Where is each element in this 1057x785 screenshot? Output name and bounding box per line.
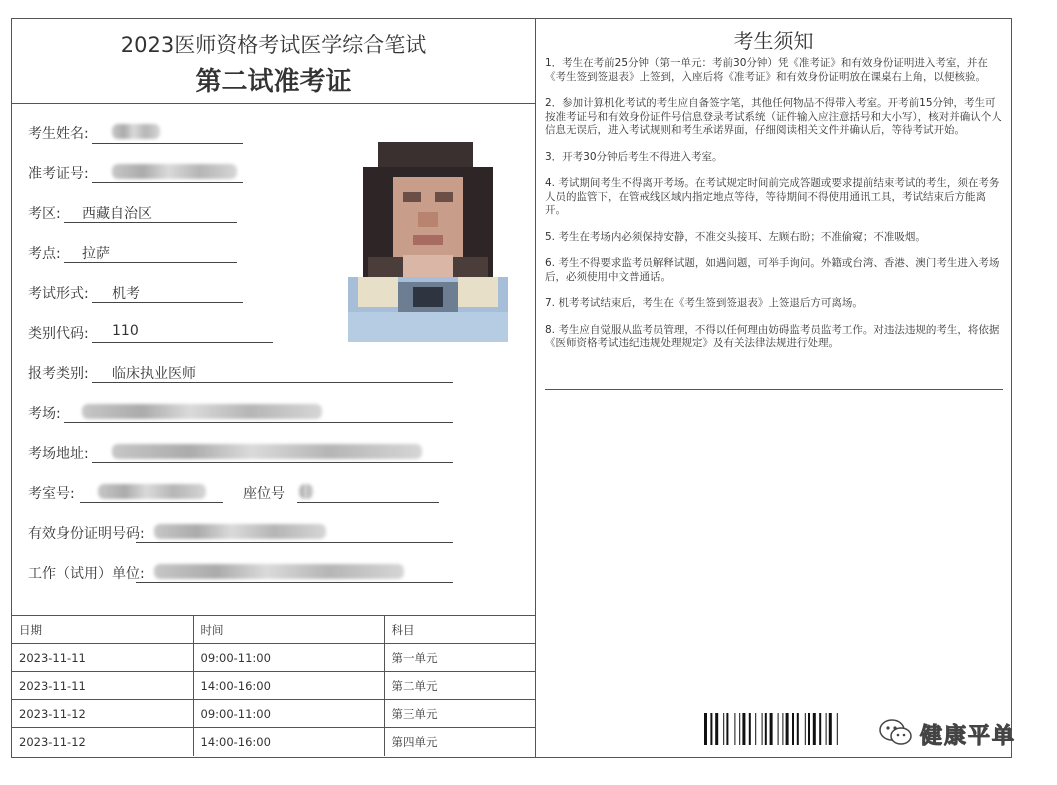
schedule-date: 2023-11-11 xyxy=(12,644,193,672)
schedule-time: 09:00-11:00 xyxy=(193,644,384,672)
notice-item: 6. 考生不得要求监考员解释试题，如遇问题，可举手询问。外籍或台湾、香港、澳门考生进入考场后，必须使用中文普通话。 xyxy=(545,257,1000,283)
barcode-bar xyxy=(808,713,810,745)
table-row xyxy=(12,672,535,700)
barcode-bar xyxy=(792,713,794,745)
format-field xyxy=(28,283,140,303)
schedule-time: 14:00-16:00 xyxy=(193,672,384,700)
region-field xyxy=(28,203,152,223)
table-row xyxy=(12,644,535,672)
candidate-photo xyxy=(348,137,508,342)
venue-address-underline xyxy=(92,462,453,463)
site-value: 拉萨 xyxy=(82,246,110,262)
notice-panel xyxy=(536,19,1011,757)
ticket-header xyxy=(12,19,535,104)
barcode-bar xyxy=(765,713,767,745)
redacted-ticket-number xyxy=(112,164,237,179)
venue-field xyxy=(28,403,61,423)
redacted-room xyxy=(98,484,206,499)
category-code-field xyxy=(28,323,139,343)
schedule-header-date: 日期 xyxy=(12,616,193,644)
schedule-subject: 第三单元 xyxy=(384,700,535,728)
table-row xyxy=(12,700,535,728)
barcode-bar xyxy=(770,713,773,745)
category-code-label: 类别代码: xyxy=(28,326,89,342)
format-underline xyxy=(92,302,243,303)
exam-title: 2023医师资格考试医学综合笔试 xyxy=(120,33,427,57)
redacted-employer xyxy=(154,564,404,579)
barcode-bar xyxy=(704,713,707,745)
site-underline xyxy=(64,262,237,263)
schedule-time: 09:00-11:00 xyxy=(193,700,384,728)
barcode xyxy=(704,713,879,745)
exam-category-value: 临床执业医师 xyxy=(112,366,196,382)
wechat-icon xyxy=(878,718,914,748)
barcode-bar xyxy=(813,713,816,745)
barcode-bar xyxy=(715,713,718,745)
id-number-label: 有效身份证明号码: xyxy=(28,526,145,542)
barcode-bar xyxy=(819,713,821,745)
id-number-field xyxy=(28,523,145,543)
barcode-bar xyxy=(778,713,779,745)
table-row xyxy=(12,728,535,756)
barcode-bar xyxy=(726,713,728,745)
schedule-date: 2023-11-11 xyxy=(12,672,193,700)
redacted-name xyxy=(112,124,160,139)
employer-label: 工作（试用）单位: xyxy=(28,566,145,582)
employer-field xyxy=(28,563,145,583)
barcode-bar xyxy=(797,713,799,745)
barcode-bar xyxy=(786,713,789,745)
seat-field xyxy=(243,483,285,503)
admission-ticket xyxy=(11,18,1012,758)
barcode-bar xyxy=(739,713,740,745)
site-field xyxy=(28,243,110,263)
redacted-id-number xyxy=(154,524,326,539)
schedule-time: 14:00-16:00 xyxy=(193,728,384,756)
redacted-venue-address xyxy=(112,444,422,459)
schedule-header-row xyxy=(12,616,535,644)
region-underline xyxy=(64,222,237,223)
employer-underline xyxy=(136,582,453,583)
room-label: 考室号: xyxy=(28,486,75,502)
barcode-bar xyxy=(749,713,751,745)
venue-label: 考场: xyxy=(28,406,61,422)
schedule-date: 2023-11-12 xyxy=(12,700,193,728)
room-field xyxy=(28,483,75,503)
barcode-bar xyxy=(710,713,712,745)
barcode-bar xyxy=(782,713,783,745)
barcode-bar xyxy=(734,713,735,745)
category-code-underline xyxy=(92,342,273,343)
barcode-bar xyxy=(829,713,832,745)
notice-item: 2．参加计算机化考试的考生应自备签字笔，其他任何物品不得带入考室。开考前15分钟，考生可按准考证号和有效身份证件号信息登录考试系统（证件输入应注意括号和大小写），核对并确认个人信息无误后，进入考试规则和考生承诺界面，仔细阅读相关文件并确认后，等待考试开始。 xyxy=(545,97,1002,136)
category-code-value: 110 xyxy=(112,323,139,339)
notice-item: 8. 考生应自觉服从监考员管理，不得以任何理由妨碍监考员监考工作。对违法违规的考生，将依据《医师资格考试违纪违规处理规定》及有关法律法规进行处理。 xyxy=(545,323,1000,349)
ticket-number-field xyxy=(28,163,89,183)
notice-item: 3．开考30分钟后考生不得进入考室。 xyxy=(545,150,723,163)
redacted-seat xyxy=(299,484,313,499)
ticket-number-label: 准考证号: xyxy=(28,166,89,182)
format-label: 考试形式: xyxy=(28,286,89,302)
seat-label: 座位号 xyxy=(243,486,285,502)
region-label: 考区: xyxy=(28,206,61,222)
schedule-subject: 第四单元 xyxy=(384,728,535,756)
watermark-text: 健康平单 xyxy=(920,724,1017,749)
notice-title: 考生须知 xyxy=(733,29,814,53)
ticket-title: 第二试准考证 xyxy=(195,67,352,97)
notice-item: 7. 机考考试结束后，考生在《考生签到签退表》上签退后方可离场。 xyxy=(545,297,863,309)
seat-underline xyxy=(297,502,439,503)
barcode-bar xyxy=(837,713,838,745)
venue-address-field xyxy=(28,443,89,463)
barcode-bar xyxy=(826,713,827,745)
schedule-subject: 第一单元 xyxy=(384,644,535,672)
barcode-bar xyxy=(742,713,745,745)
notice-item: 4. 考试期间考生不得离开考场。在考试规定时间前完成答题或要求提前结束考试的考生，须在考务人员的监管下，在管戒线区域内指定地点等待，等待期间不得使用通讯工具，考试结束后方能离开。 xyxy=(545,177,1000,216)
venue-address-label: 考场地址: xyxy=(28,446,89,462)
venue-underline xyxy=(64,422,453,423)
barcode-bar xyxy=(762,713,763,745)
site-label: 考点: xyxy=(28,246,61,262)
exam-category-underline xyxy=(92,382,453,383)
schedule-date: 2023-11-12 xyxy=(12,728,193,756)
candidate-name-field xyxy=(28,123,89,143)
schedule-header-time: 时间 xyxy=(193,616,384,644)
room-underline xyxy=(80,502,223,503)
barcode-bar xyxy=(755,713,756,745)
exam-category-label: 报考类别: xyxy=(28,366,89,382)
notice-item: 1．考生在考前25分钟（第一单元：考前30分钟）凭《准考证》和有效身份证明进入考室，并在《考生签到签退表》上签到，入座后将《准考证》和有效身份证明放在课桌右上角，以便核验。 xyxy=(545,57,988,83)
schedule-subject: 第二单元 xyxy=(384,672,535,700)
schedule-table xyxy=(12,615,535,756)
barcode-bar xyxy=(805,713,806,745)
notice-item: 5. 考生在考场内必须保持安静，不准交头接耳、左顾右盼；不准偷窥；不准吸烟。 xyxy=(545,230,926,243)
ticket-left-panel xyxy=(12,19,536,757)
region-value: 西藏自治区 xyxy=(82,206,152,222)
id-number-underline xyxy=(136,542,453,543)
redacted-venue xyxy=(82,404,322,419)
candidate-name-label: 考生姓名: xyxy=(28,126,89,142)
schedule-header-subject: 科目 xyxy=(384,616,535,644)
name-underline xyxy=(92,143,243,144)
notice-list xyxy=(545,57,1003,364)
watermark xyxy=(878,716,1028,752)
format-value: 机考 xyxy=(112,286,140,302)
ticket-number-underline xyxy=(92,182,243,183)
barcode-bar xyxy=(723,713,724,745)
exam-category-field xyxy=(28,363,196,383)
notice-divider xyxy=(545,389,1003,390)
